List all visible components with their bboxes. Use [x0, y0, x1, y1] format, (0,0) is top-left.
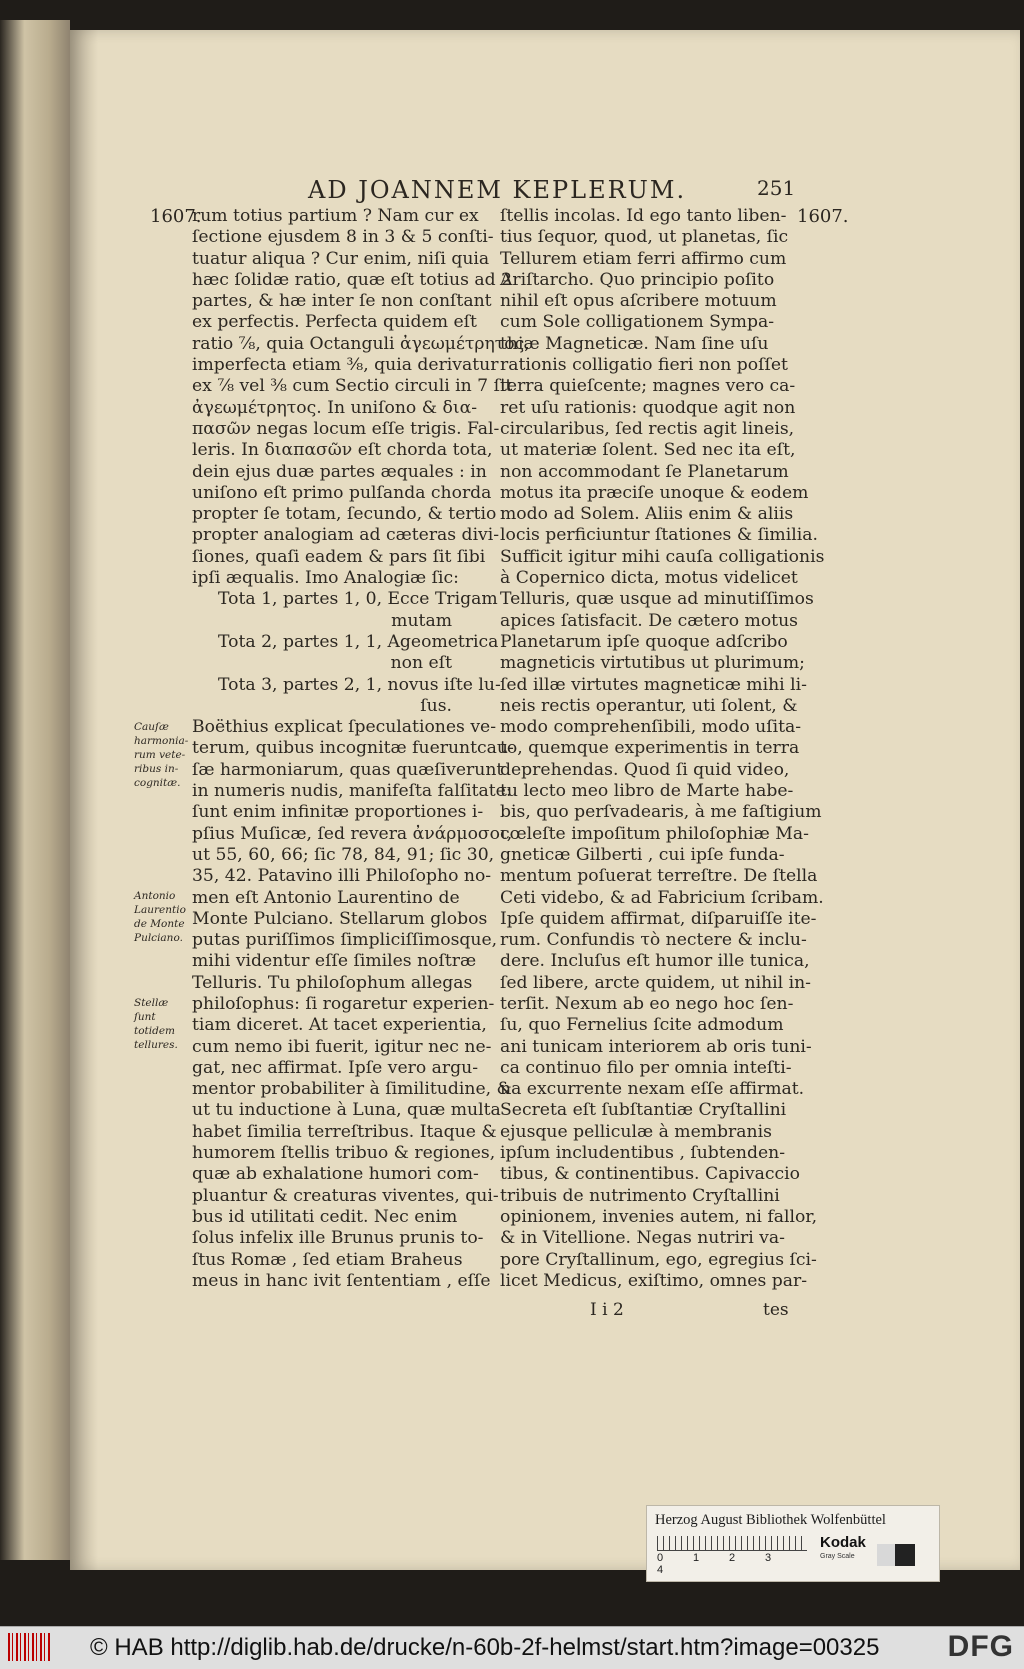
text-line: licet Medicus, exiſtimo, omnes par- — [500, 1270, 808, 1291]
text-line: mihi videntur eſſe ſimiles noſtræ — [192, 951, 477, 972]
running-head: AD JOANNEM KEPLERUM. — [308, 176, 687, 204]
text-line: cum Sole colligationem Sympa- — [500, 312, 775, 333]
text-line: thiæ Magneticæ. Nam ſine uſu — [500, 333, 769, 354]
text-line: Ipſe quidem affirmat, diſparuiſſe ite- — [500, 908, 817, 929]
left-text-column — [192, 206, 530, 1292]
text-line: ſed libere, arcte quidem, ut nihil in- — [500, 972, 811, 993]
text-line: ſed illæ virtutes magneticæ mihi li- — [500, 674, 807, 695]
text-line: tribuis de nutrimento Cryſtallini — [500, 1185, 780, 1206]
scale-number: 4 — [657, 1564, 664, 1576]
text-line: men eſt Antonio Laurentino de — [192, 887, 460, 908]
scale-number: 3 — [765, 1552, 772, 1564]
text-line: opinionem, invenies autem, ni fallor, — [500, 1206, 818, 1227]
gutter-shadow — [70, 30, 98, 1570]
text-line: ut tu inductione à Luna, quæ multa — [192, 1100, 501, 1121]
text-line: ſtus Romæ , ſed etiam Braheus — [192, 1249, 463, 1270]
text-line: Secreta eſt ſubſtantiæ Cryſtallini — [500, 1100, 787, 1121]
text-line: nihil eſt opus aſcribere motuum — [500, 291, 777, 312]
table-line: mutam — [391, 610, 452, 631]
text-line: tius ſequor, quod, ut planetas, ſic — [500, 227, 789, 248]
scale-numbers — [657, 1552, 817, 1576]
text-line: ipſum includentibus , ſubtenden- — [500, 1143, 786, 1164]
text-line: meus in hanc ivit ſententiam , eſſe — [192, 1270, 491, 1291]
text-line: modo ad Solem. Aliis enim & aliis — [500, 504, 794, 525]
text-line: quæ ab exhalatione humori com- — [192, 1164, 479, 1185]
text-line: terum, quibus incognitæ fueruntcau- — [192, 738, 514, 759]
text-line: ejusque pelliculæ à membranis — [500, 1121, 772, 1142]
text-line: humorem ſtellis tribuo & regiones, — [192, 1143, 496, 1164]
page-number: 251 — [757, 176, 796, 200]
text-line: mentum poſuerat terreſtre. De ſtella — [500, 866, 818, 887]
text-line: Monte Pulciano. Stellarum globos — [192, 908, 488, 929]
text-line: rum. Confundis τὸ nectere & inclu- — [500, 930, 807, 951]
text-line: gneticæ Gilberti , cui ipſe funda- — [500, 844, 785, 865]
text-line: na excurrente nexam eſſe affirmat. — [500, 1079, 805, 1100]
text-line: ſæ harmoniarum, quas quæſiverunt — [192, 759, 504, 780]
margin-note-line: Laurentio — [134, 904, 186, 916]
text-line: neis rectis operantur, uti ſolent, & — [500, 695, 798, 716]
scale-number: 2 — [729, 1552, 736, 1564]
text-line: putas puriſſimos ſimpliciſſimosque, — [192, 930, 498, 951]
gray-swatch-light — [877, 1544, 895, 1566]
margin-note-harmonies — [134, 720, 192, 790]
text-line: ipſi æqualis. Imo Analogiæ ſic: — [192, 568, 459, 589]
text-line: in numeris nudis, manifeſta falſitate: — [192, 781, 512, 802]
text-line: ſu, quo Fernelius ſcite admodum — [500, 1015, 784, 1036]
text-line: ſtellis incolas. Id ego tanto liben- — [500, 206, 787, 226]
text-line: magneticis virtutibus ut plurimum; — [500, 653, 805, 674]
margin-note-line: Cauſæ — [134, 721, 169, 733]
text-line: gat, nec affirmat. Ipſe vero argu- — [192, 1057, 479, 1078]
text-line: partes, & hæ inter ſe non conſtant — [192, 291, 492, 312]
year-marker-right: 1607. — [797, 206, 849, 227]
dfg-logo: DFG — [947, 1630, 1014, 1663]
text-line: dere. Incluſus eſt humor ille tunica, — [500, 951, 810, 972]
margin-note-line: totidem — [134, 1025, 176, 1037]
scale-ruler — [657, 1536, 807, 1551]
text-line: Planetarum ipſe quoque adſcribo — [500, 631, 788, 652]
text-line: terſit. Nexum ab eo nego hoc ſen- — [500, 993, 794, 1014]
text-line: propter analogiam ad cæteras divi- — [192, 525, 500, 546]
text-line: mentor probabiliter à ſimilitudine, & — [192, 1079, 512, 1100]
text-line: ut materiæ ſolent. Sed nec ita eſt, — [500, 440, 796, 461]
text-line: tu lecto meo libro de Marte habe- — [500, 781, 794, 802]
text-line: ſectione ejusdem 8 in 3 & 5 conſti- — [192, 227, 494, 248]
text-line: circularibus, ſed rectis agit lineis, — [500, 418, 795, 439]
text-line: bus id utilitati cedit. Nec enim — [192, 1206, 458, 1227]
text-line: cœleſte impoſitum philoſophiæ Ma- — [500, 823, 809, 844]
catchword: tes — [763, 1300, 789, 1320]
margin-note-line: cognitæ. — [134, 777, 181, 789]
margin-note-line: Stellæ ſunt — [134, 997, 169, 1023]
kodak-brand: Kodak — [820, 1534, 866, 1551]
table-line: ſus. — [420, 695, 452, 716]
library-name: Herzog August Bibliothek Wolfenbüttel — [655, 1512, 886, 1528]
text-line: tiam diceret. At tacet experientia, — [192, 1015, 487, 1036]
text-line: Telluris. Tu philoſophum allegas — [192, 972, 473, 993]
text-line: Sufficit igitur mihi cauſa colligationis — [500, 546, 825, 567]
margin-note-line: tellures. — [134, 1039, 178, 1051]
bottom-bar — [0, 1626, 1024, 1669]
gray-swatch-dark — [895, 1544, 915, 1566]
text-line: ſunt enim infinitæ proportiones i- — [192, 802, 484, 823]
text-line: ratio ⅞, quia Octanguli ἀγεωμέτρητος, — [192, 333, 530, 354]
text-line: à Copernico dicta, motus videlicet — [500, 568, 798, 589]
text-line: leris. In διαπασῶν eſt chorda tota, — [192, 440, 493, 461]
text-line: dein ejus duæ partes æquales : in — [192, 461, 487, 482]
text-line: Ariſtarcho. Quo principio poſito — [500, 269, 775, 290]
text-line: ex perfectis. Perfecta quidem eſt — [192, 312, 477, 333]
text-line: habet ſimilia terreſtribus. Itaque & — [192, 1121, 497, 1142]
text-line: uniſono eſt primo pulſanda chorda — [192, 482, 492, 503]
text-line: Telluris, quæ usque ad minutiſſimos — [500, 589, 814, 610]
text-line: bis, quo perſvadearis, à me faſtigium — [500, 802, 822, 823]
text-line: Tellurem etiam ferri affirmo cum — [500, 248, 787, 269]
text-line: pſius Muſicæ, ſed revera ἀνάρμοσοι, — [192, 823, 513, 844]
year-marker-left: 1607. — [150, 206, 202, 227]
text-line: ex ⅞ vel ⅜ cum Sectio circuli in 7 ſit — [192, 376, 513, 397]
margin-note-line: Pulciano. — [134, 932, 183, 944]
library-label — [646, 1505, 940, 1582]
text-line: rum totius partium ? Nam cur ex — [192, 206, 479, 226]
table-line: non eſt — [390, 653, 452, 674]
text-line: cum nemo ibi fuerit, igitur nec ne- — [192, 1036, 492, 1057]
text-line: ani tunicam interiorem ab oris tuni- — [500, 1036, 812, 1057]
table-line: Tota 2, partes 1, 1, Ageometrica — [218, 631, 499, 652]
text-line: ut 55, 60, 66; ſic 78, 84, 91; ſic 30, — [192, 844, 495, 865]
text-line: tuatur aliqua ? Cur enim, niſi quia — [192, 248, 490, 269]
text-line: pluantur & creaturas viventes, qui- — [192, 1185, 499, 1206]
margin-note-line: de Monte — [134, 918, 185, 930]
margin-note-line: rum vete- — [134, 749, 186, 761]
text-line: Boëthius explicat ſpeculationes ve- — [192, 717, 497, 738]
margin-note-line: harmonia- — [134, 735, 189, 747]
text-line: imperfecta etiam ⅜, quia derivatur — [192, 355, 499, 376]
text-line: non accommodant ſe Planetarum — [500, 461, 789, 482]
table-line: Tota 3, partes 2, 1, novus iſte lu- — [218, 674, 501, 695]
source-url[interactable]: © HAB http://diglib.hab.de/drucke/n-60b-2f-helmst/start.htm?image=00325 — [90, 1634, 880, 1661]
text-line: ἀγεωμέτρητος. In uniſono & δια- — [192, 397, 478, 418]
facing-page-edge — [0, 20, 70, 1560]
barcode-icon — [8, 1633, 50, 1661]
text-line: propter ſe totam, ſecundo, & tertio — [192, 504, 497, 525]
text-line: πασῶν negas locum eſſe trigis. Fal- — [192, 418, 500, 439]
text-line: modo comprehenſibili, modo uſita- — [500, 717, 802, 738]
text-line: philoſophus: ſi rogaretur experien- — [192, 993, 495, 1014]
text-line: pore Cryſtallinum, ego, egregius ſci- — [500, 1249, 817, 1270]
margin-note-line: Antonio — [134, 890, 176, 902]
margin-note-line: ribus in- — [134, 763, 179, 775]
text-line: tibus, & continentibus. Capivaccio — [500, 1164, 800, 1185]
text-line: locis perficiuntur ſtationes & ſimilia. — [500, 525, 818, 546]
margin-note-stellae — [134, 996, 192, 1052]
text-line: hæc ſolidæ ratio, quæ eſt totius ad 2 — [192, 269, 513, 290]
signature-mark: I i 2 — [590, 1300, 624, 1320]
text-line: ca continuo filo per omnia inteſti- — [500, 1057, 792, 1078]
text-line: terra quieſcente; magnes vero ca- — [500, 376, 796, 397]
text-line: & in Vitellione. Negas nutriri va- — [500, 1228, 785, 1249]
text-line: deprehendas. Quod ſi quid video, — [500, 759, 790, 780]
scale-number: 0 — [657, 1552, 664, 1564]
table-line: Tota 1, partes 1, 0, Ecce Trigam — [218, 589, 498, 610]
scale-number: 1 — [693, 1552, 700, 1564]
text-line: Ceti videbo, & ad Fabricium ſcribam. — [500, 887, 824, 908]
text-line: ret uſu rationis: quodque agit non — [500, 397, 796, 418]
text-line: ſolus infelix ille Brunus prunis to- — [192, 1228, 484, 1249]
margin-note-antonio — [134, 889, 192, 945]
text-line: apices ſatisfacit. De cætero motus — [500, 610, 798, 631]
gray-scale-label: Gray Scale — [820, 1553, 855, 1560]
text-line: ſiones, quaſi eadem & pars ſit ſibi — [192, 546, 486, 567]
text-line: rationis colligatio fieri non poſſet — [500, 355, 788, 376]
text-line: motus ita præciſe unoque & eodem — [500, 482, 809, 503]
text-line: to, quemque experimentis in terra — [500, 738, 800, 759]
text-line: 35, 42. Patavino illi Philoſopho no- — [192, 866, 492, 887]
